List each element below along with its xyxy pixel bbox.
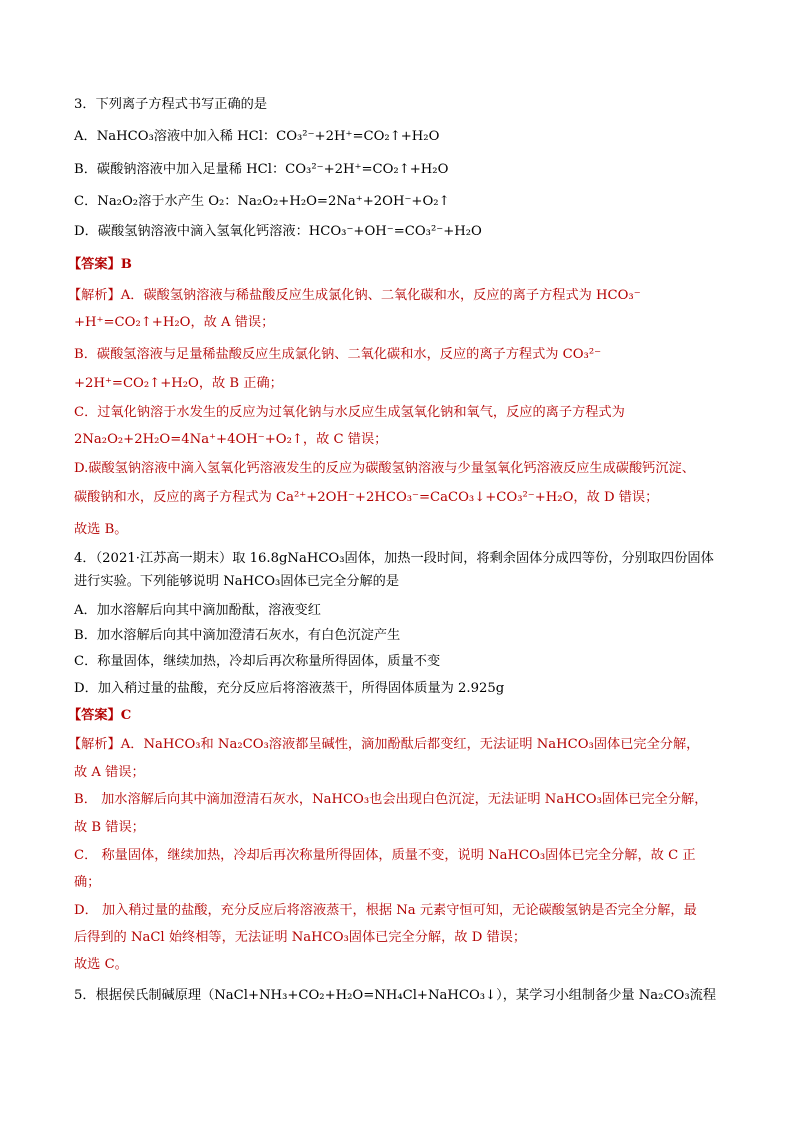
q4-option-d: D．加入稍过量的盐酸，充分反应后将溶液蒸干，所得固体质量为 2.925g: [74, 681, 505, 696]
q4-option-b: B．加水溶解后向其中滴加澄清石灰水，有白色沉淀产生: [74, 628, 401, 643]
q3-analysis-line: B．碳酸氢溶液与足量稀盐酸反应生成氯化钠、二氧化碳和水，反应的离子方程式为 CO₃²⁻: [74, 347, 602, 362]
q4-analysis-line: 确；: [74, 875, 101, 890]
q4-analysis-line: 后得到的 NaCl 始终相等，无法证明 NaHCO₃固体已完全分解，故 D 错误；: [74, 930, 527, 945]
q3-conclusion: 故选 B。: [74, 522, 128, 537]
q3-stem: 3．下列离子方程式书写正确的是: [74, 97, 268, 112]
q3-analysis-line: +2H⁺=CO₂↑+H₂O，故 B 正确；: [74, 376, 283, 391]
q4-analysis-line: 故 A 错误；: [74, 765, 145, 780]
q4-answer: 【答案】C: [68, 708, 132, 723]
q4-analysis-line: B． 加水溶解后向其中滴加澄清石灰水，NaHCO₃也会出现白色沉淀，无法证明 NaHCO₃固体已完全分解，: [74, 792, 708, 807]
q4-analysis-line: 故 B 错误；: [74, 820, 145, 835]
q3-analysis-line: +H⁺=CO₂↑+H₂O，故 A 错误；: [74, 315, 275, 330]
q4-conclusion: 故选 C。: [74, 957, 128, 972]
q4-analysis-line: 【解析】A．NaHCO₃和 Na₂CO₃溶液都呈碱性，滴加酚酞后都变红，无法证明 NaHCO₃固体已完全分解，: [68, 737, 700, 752]
q4-option-c: C．称量固体，继续加热，冷却后再次称量所得固体，质量不变: [74, 654, 441, 669]
q4-stem-line: 进行实验。下列能够说明 NaHCO₃固体已完全分解的是: [74, 574, 400, 589]
q3-analysis-line: 【解析】A．碳酸氢钠溶液与稀盐酸反应生成氯化钠、二氧化碳和水，反应的离子方程式为 HCO₃⁻: [68, 288, 641, 303]
q3-option-d: D．碳酸氢钠溶液中滴入氢氧化钙溶液：HCO₃⁻+OH⁻=CO₃²⁻+H₂O: [74, 224, 482, 239]
q3-analysis-line: 碳酸钠和水，反应的离子方程式为 Ca²⁺+2OH⁻+2HCO₃⁻=CaCO₃↓+CO₃²⁻+H₂O，故 D 错误；: [74, 490, 659, 505]
q3-analysis-line: D.碳酸氢钠溶液中滴入氢氧化钙溶液发生的反应为碳酸氢钠溶液与少量氢氧化钙溶液反应生成碳酸钙沉淀、: [74, 461, 695, 476]
q3-option-a: A．NaHCO₃溶液中加入稀 HCl：CO₃²⁻+2H⁺=CO₂↑+H₂O: [74, 129, 440, 144]
q3-option-b: B．碳酸钠溶液中加入足量稀 HCl：CO₃²⁻+2H⁺=CO₂↑+H₂O: [74, 162, 449, 177]
q4-stem-line: 4．（2021·江苏高一期末）取 16.8gNaHCO₃固体，加热一段时间，将剩余固体分成四等份，分别取四份固体: [74, 551, 714, 566]
q3-option-c: C．Na₂O₂溶于水产生 O₂：Na₂O₂+H₂O=2Na⁺+2OH⁻+O₂↑: [74, 194, 450, 209]
q3-answer: 【答案】B: [68, 257, 132, 272]
q3-analysis-line: C．过氧化钠溶于水发生的反应为过氧化钠与水反应生成氢氧化钠和氧气，反应的离子方程式为: [74, 405, 625, 420]
q4-analysis-line: D． 加入稍过量的盐酸，充分反应后将溶液蒸干，根据 Na 元素守恒可知，无论碳酸氢钠是否完全分解，最: [74, 903, 697, 918]
q4-analysis-line: C． 称量固体，继续加热，冷却后再次称量所得固体，质量不变，说明 NaHCO₃固体已完全分解，故 C 正: [74, 848, 696, 863]
q3-analysis-line: 2Na₂O₂+2H₂O=4Na⁺+4OH⁻+O₂↑，故 C 错误；: [74, 432, 388, 447]
q5-stem: 5．根据侯氏制碱原理（NaCl+NH₃+CO₂+H₂O=NH₄Cl+NaHCO₃↓），某学习小组制备少量 Na₂CO₃流程: [74, 988, 717, 1003]
q4-option-a: A．加水溶解后向其中滴加酚酞，溶液变红: [74, 603, 321, 618]
